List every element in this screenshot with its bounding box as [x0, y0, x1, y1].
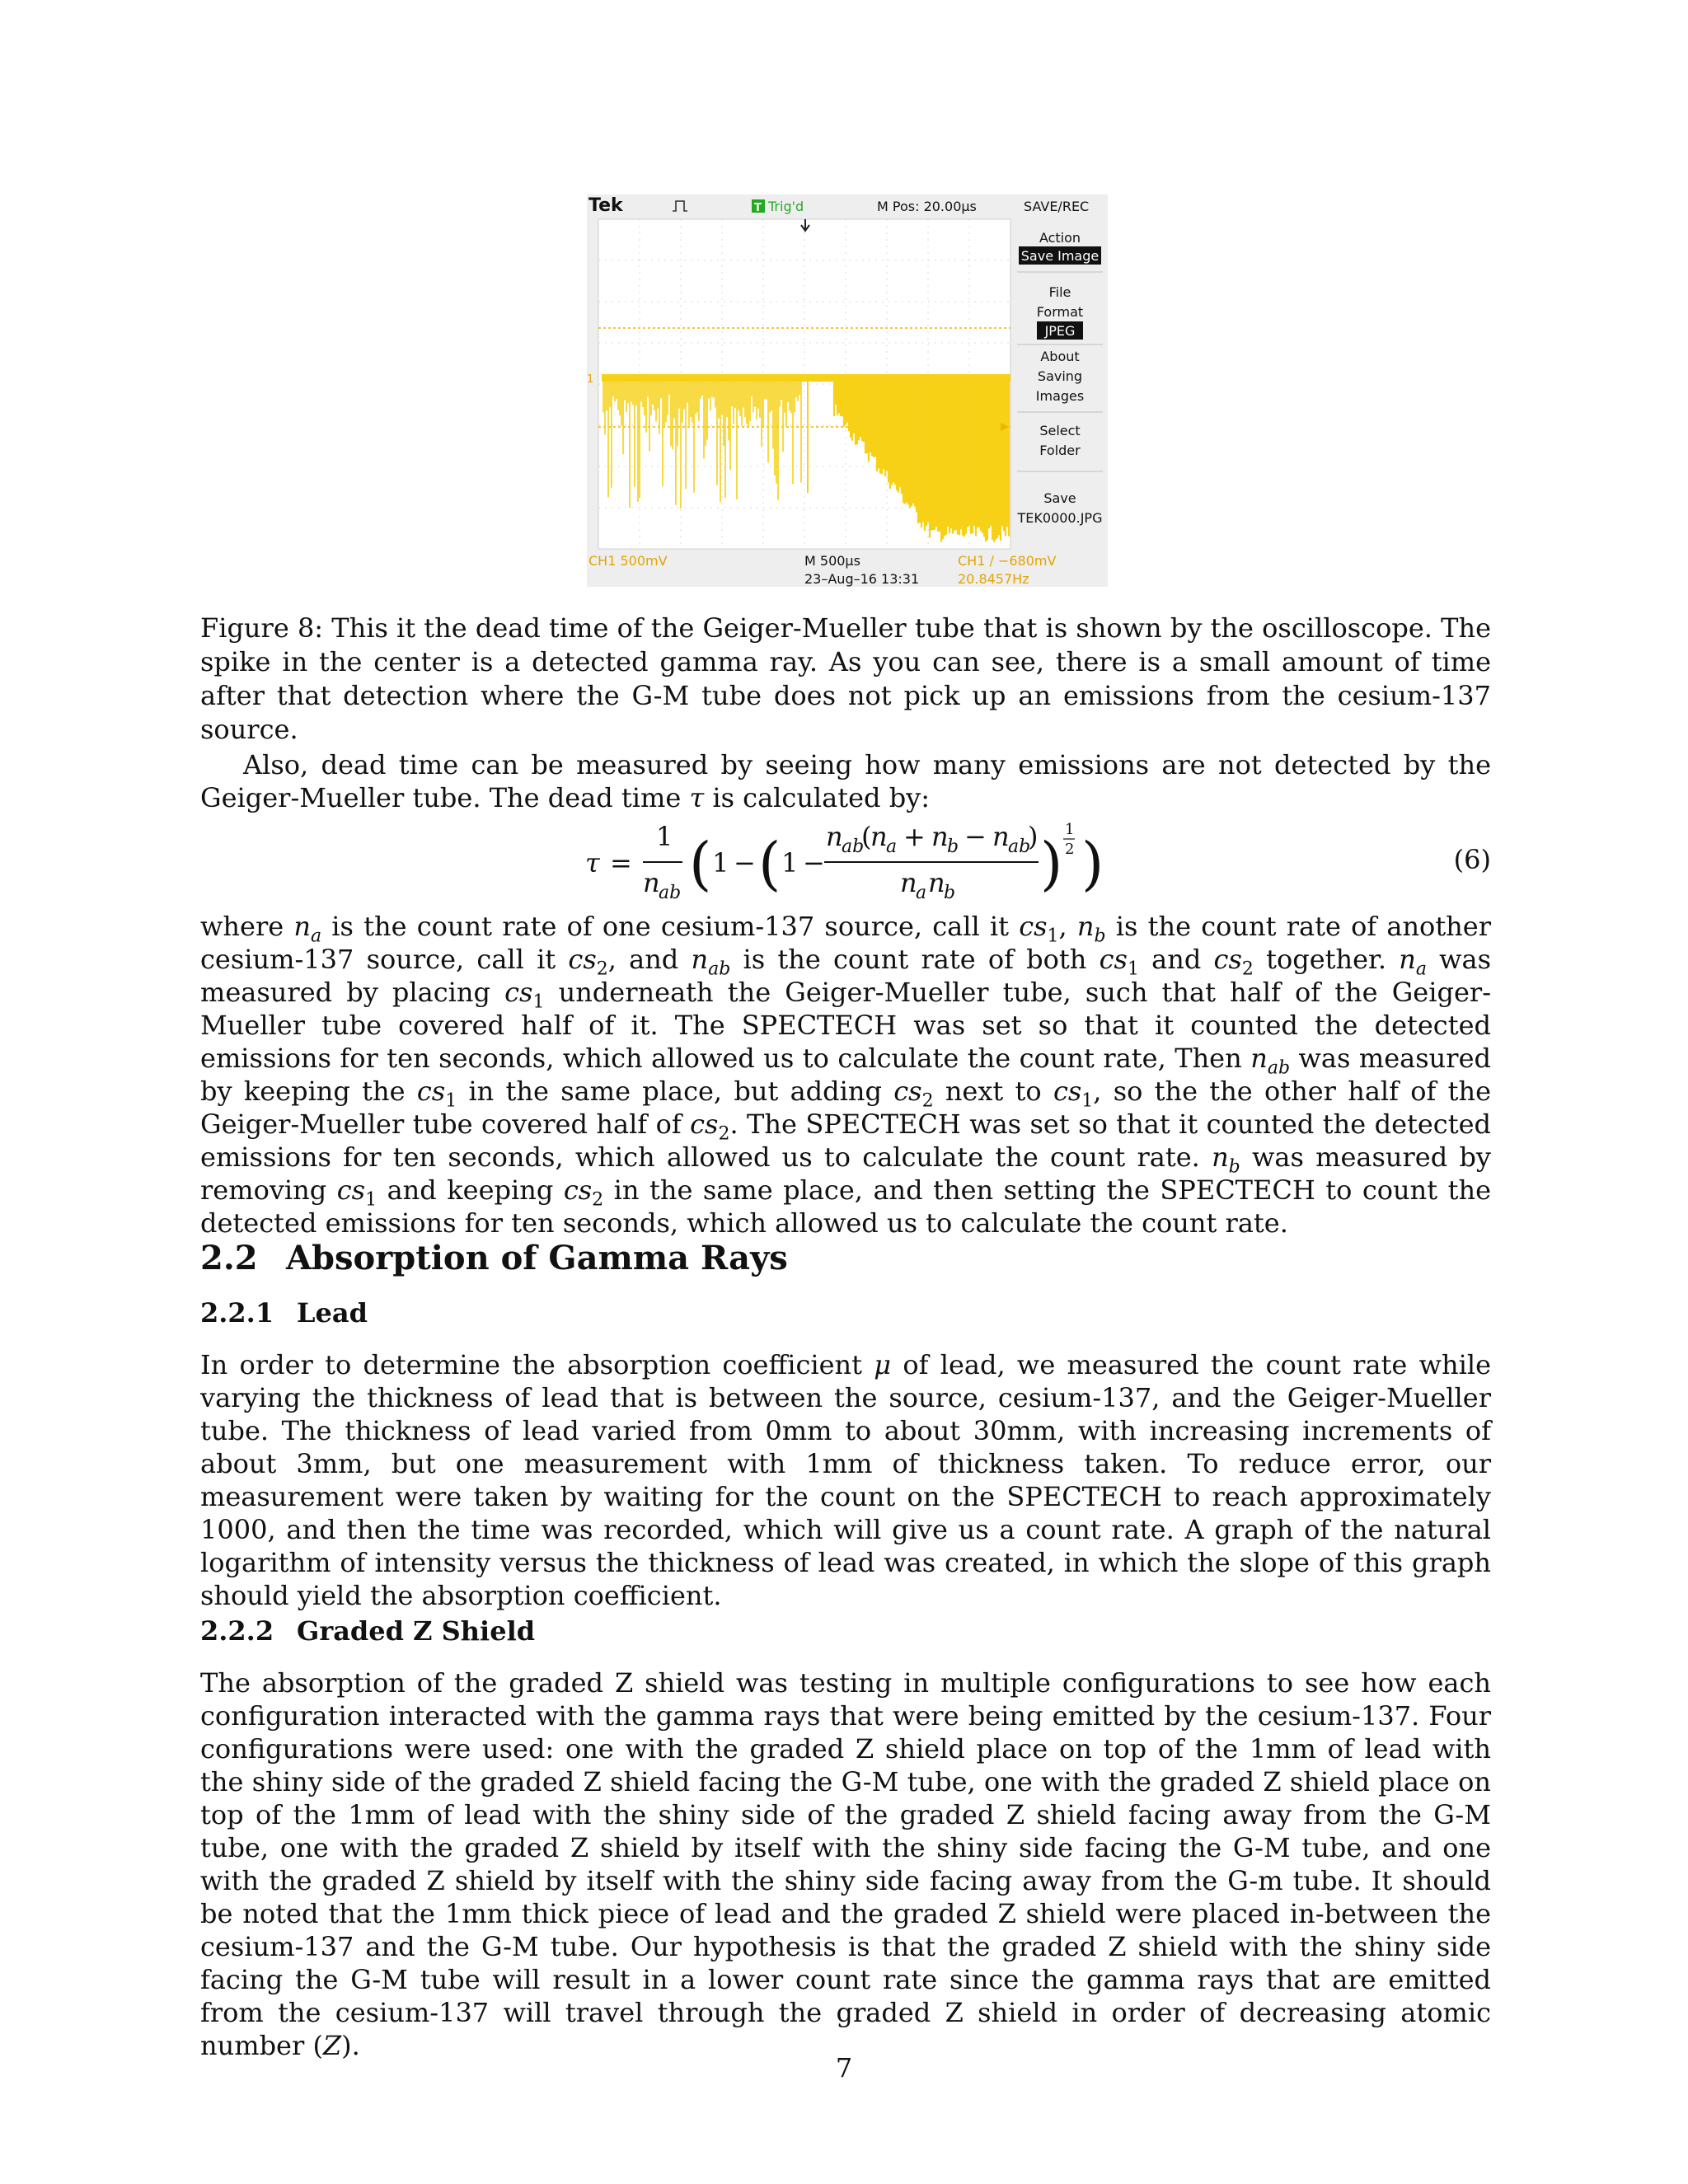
menu-title: SAVE/REC: [1024, 199, 1090, 214]
svg-text:τ: τ: [585, 847, 600, 879]
trigger-status: Trig'd: [768, 199, 804, 214]
svg-text:ab: ab: [842, 837, 865, 857]
svg-text:): ): [1028, 821, 1039, 852]
svg-text:): ): [1040, 830, 1063, 898]
paragraph-count-rates: where $n_a$ is the count rate of one cesium-137 source, call it $cs_1$, $n_b$ is the count rate of another cesium-137 source, call it $cs_2$, and $n_{ab}$ is the count rate of both $cs_1$ and $cs_2$ together. $n_a$ was measured by placing $cs_1$ underneath the Geiger-Mueller tube, such that half of the Geiger-Mueller tube covered half of it. The SPECTECH was set so that it counted the detected emissions for ten seconds, which allowed us to calculate the count rate, Then $n_{ab}$ was measured by keeping the $cs_1$ in the same place, but adding $cs_2$ next to $cs_1$, so the the other half of the Geiger-Mueller tube covered half of $cs_2$. The SPECTECH was set so that it counted the detected emissions for ten seconds, which allowed us to calculate the count rate. $n_b$ was measured by removing $cs_1$ and keeping $cs_2$ in the same place, and then setting the SPECTECH to count the detected emissions for ten seconds, which allowed us to calculate the count rate.: [200, 911, 1492, 1239]
svg-text:n: n: [900, 867, 917, 898]
timebase: M 500µs: [804, 553, 860, 569]
tau-symbol: τ: [689, 782, 705, 813]
svg-text:1: 1: [781, 847, 799, 879]
svg-text:2: 2: [1065, 841, 1075, 858]
oscilloscope-figure: [587, 194, 1108, 587]
svg-text:n: n: [870, 821, 888, 852]
subsection-heading-graded-z: 2.2.2 Graded Z Shield: [200, 1615, 536, 1647]
ch1-scale: CH1 500mV: [588, 553, 668, 569]
figure-caption: Figure 8: This it the dead time of the Geiger-Mueller tube that is shown by the oscilloscope. The spike in the center is a detected gamma ray. As you can see, there is a small amount of time after that detection where the G-M tube does not pick up an emissions from the cesium-137 source.: [200, 612, 1491, 745]
section-heading: 2.2 Absorption of Gamma Rays: [200, 1239, 788, 1277]
svg-text:): ): [1081, 830, 1104, 898]
subsection-heading-lead: 2.2.1 Lead: [200, 1297, 368, 1329]
menu-save-1[interactable]: Save: [1043, 490, 1076, 506]
svg-text:−: −: [964, 821, 987, 852]
paragraph-lead: In order to determine the absorption coefficient μ of lead, we measured the count rate while varying the thickness of lead that is between the source, cesium-137, and the Geiger-Mueller tube. The thickness of lead varied from 0mm to about 30mm, with increasing increments of about 3mm, but one measurement with 1mm of thickness taken. To reduce error, our measurement were taken by waiting for the count on the SPECTECH to reach approximately 1000, and then the time was recorded, which will give us a count rate. A graph of the natural logarithm of intensity versus the thickness of lead was created, in which the slope of this graph should yield the absorption coefficient.: [200, 1349, 1492, 1611]
svg-text:+: +: [903, 821, 926, 852]
svg-text:n: n: [931, 821, 949, 852]
menu-file-label: File: [1048, 284, 1071, 300]
svg-text:1: 1: [656, 821, 673, 852]
svg-text:n: n: [928, 867, 945, 898]
paragraph-graded-z: The absorption of the graded Z shield was testing in multiple configurations to see how each configuration interacted with the gamma rays that were being emitted by the cesium-137. Four configurations were used: one with the graded Z shield place on top of the 1mm of lead with the shiny side of the graded Z shield facing the G-M tube, one with the graded Z shield place on top of the 1mm of lead with the shiny side of the graded Z shield facing away from the G-M tube, one with the graded Z shield by itself with the shiny side facing the G-M tube, and one with the graded Z shield by itself with the shiny side facing away from the G-m tube. It should be noted that the 1mm thick piece of lead and the graded Z shield were placed in-between the cesium-137 and the G-M tube. Our hypothesis is that the graded Z shield with the shiny side facing the G-M tube will result in a lower count rate since the gamma rays that are emitted from the cesium-137 will travel through the graded Z shield in order of decreasing atomic number (Z).: [200, 1667, 1491, 2061]
svg-text:n: n: [643, 867, 660, 898]
mu-symbol: μ: [874, 1349, 892, 1380]
svg-text:a: a: [916, 883, 927, 903]
svg-text:ab: ab: [659, 883, 682, 903]
menu-format-value[interactable]: JPEG: [1044, 323, 1076, 339]
menu-action-value[interactable]: Save Image: [1020, 248, 1100, 264]
menu-save-2: TEK0000.JPG: [1017, 510, 1103, 526]
menu-action-label: Action: [1039, 230, 1081, 246]
svg-text:−: −: [803, 847, 825, 879]
menu-select-1[interactable]: Select: [1039, 423, 1081, 438]
menu-select-2: Folder: [1039, 443, 1081, 458]
menu-format-label: Format: [1036, 304, 1084, 320]
horizontal-position: M Pos: 20.00µs: [877, 199, 977, 214]
svg-text:a: a: [886, 837, 898, 857]
ch1-ground-marker: 1: [587, 373, 594, 386]
frequency-readout: 20.8457Hz: [958, 571, 1029, 587]
svg-text:(: (: [861, 821, 872, 852]
svg-text:−: −: [734, 847, 756, 879]
datetime: 23–Aug–16 13:31: [804, 571, 920, 587]
trigger-readout: CH1 ∕ −680mV: [958, 553, 1057, 569]
svg-text:1: 1: [1065, 821, 1075, 838]
equation-6: [0, 818, 1688, 910]
menu-about-3: Images: [1035, 388, 1085, 404]
svg-text:=: =: [610, 847, 632, 879]
scope-brand: Tek: [588, 195, 623, 216]
svg-text:n: n: [826, 821, 843, 852]
svg-text:n: n: [992, 821, 1010, 852]
svg-text:(: (: [758, 830, 781, 898]
svg-text:(: (: [689, 830, 712, 898]
paragraph-dead-time-intro: Also, dead time can be measured by seeing how many emissions are not detected by the Geiger-Mueller tube. The dead time τ is calculated by:: [200, 749, 1491, 813]
svg-text:b: b: [944, 883, 956, 903]
svg-text:b: b: [947, 837, 959, 857]
oscilloscope-screen: [587, 194, 1108, 587]
equation-number: (6): [1453, 844, 1491, 875]
trigger-badge-text: T: [754, 202, 762, 214]
page-number: 7: [835, 2052, 853, 2083]
svg-text:ab: ab: [1008, 837, 1031, 857]
svg-text:1: 1: [712, 847, 729, 879]
menu-about-1[interactable]: About: [1040, 349, 1080, 364]
menu-about-2: Saving: [1037, 368, 1083, 384]
